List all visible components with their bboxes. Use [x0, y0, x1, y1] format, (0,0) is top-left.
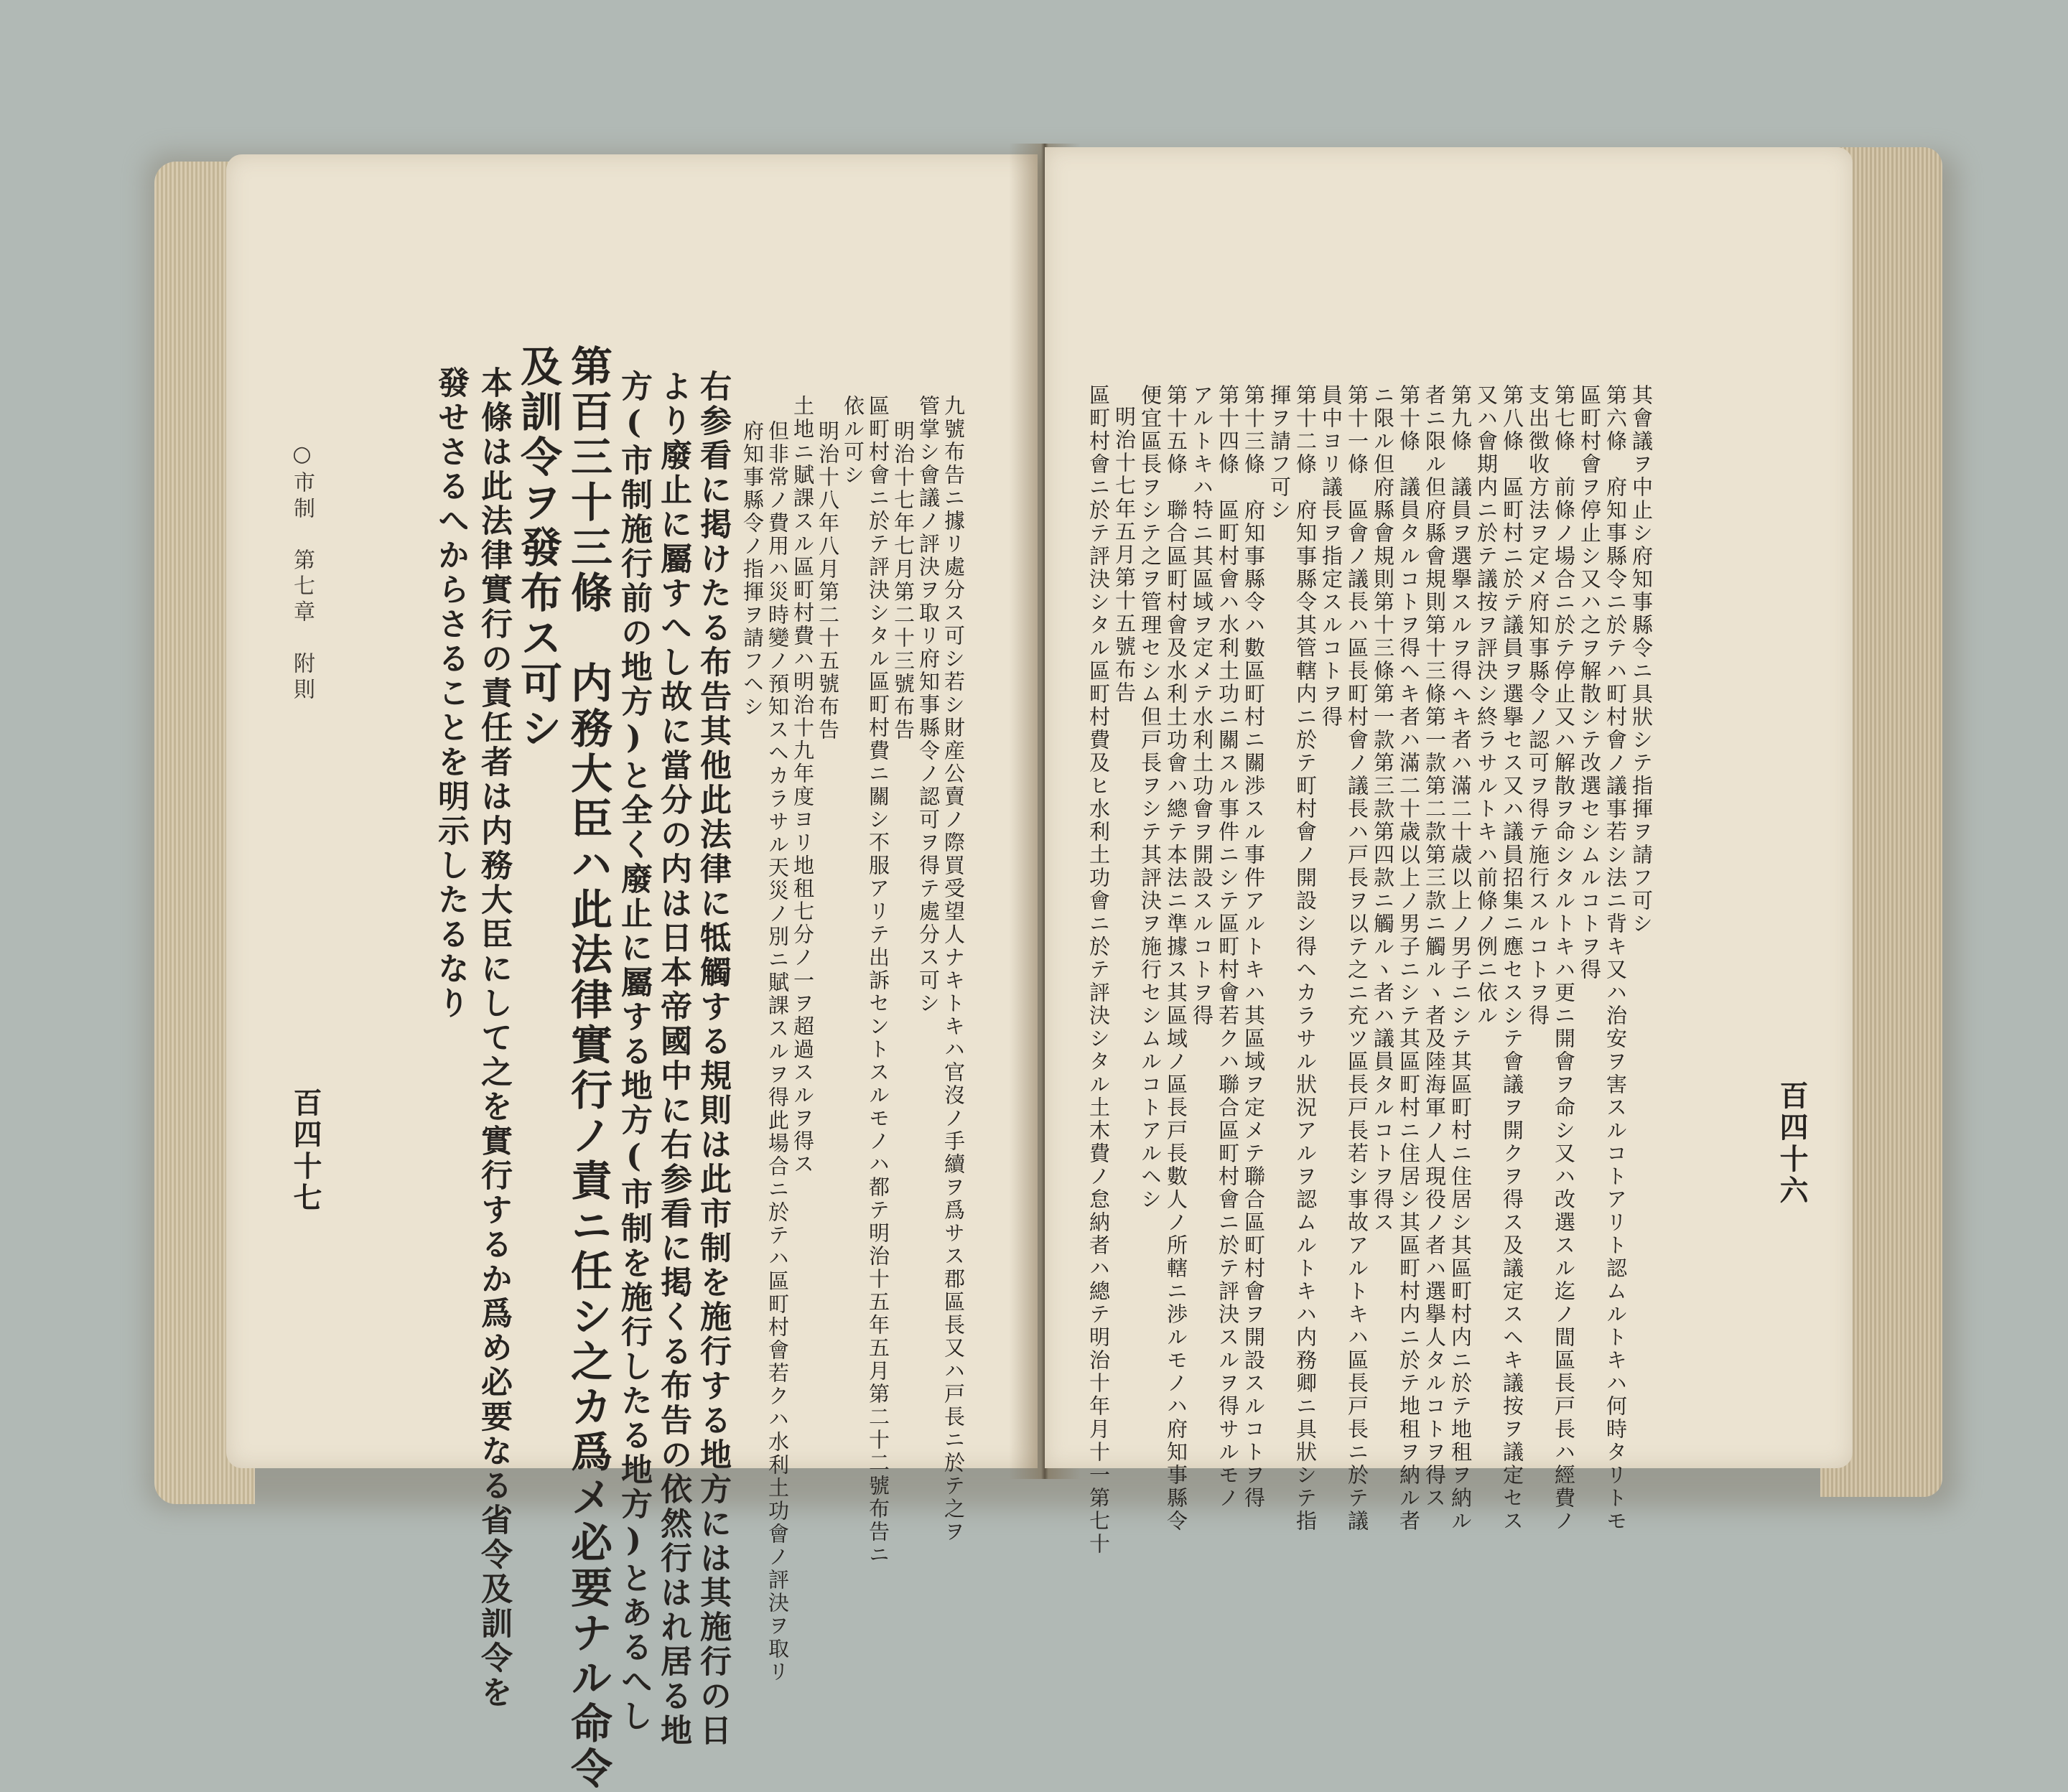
article-column: 及訓令ヲ發布ス可シ	[513, 345, 562, 752]
text-column: 土地ニ賦課スル區町村費ハ明治十九年度ヨリ地租七分ノ一ヲ超過スルヲ得ス	[791, 395, 815, 1176]
left-page	[226, 154, 1038, 1792]
text-column: 第十五條 聯合區町村會及水利土功會ハ總テ本法ニ準據ス其區域ノ區長戸長數人ノ所轄ニ渉ルモノハ府知事縣令	[1164, 384, 1188, 1533]
text-column: 第七條 前條ノ場合ニ於テ停止又ハ解散ヲ命シタルトキハ更ニ開會ヲ命シ又ハ改選スル迄ノ間區長戸長ハ經費ノ	[1552, 384, 1576, 1533]
text-column: 揮ヲ請フ可シ	[1267, 384, 1292, 522]
text-column: 明治十八年八月第二十五號布告	[816, 420, 840, 742]
text-column: 第六條 府知事縣令ニ於テハ町村會ノ議事若シ法ニ背キ又ハ治安ヲ害スルコトアリト認ムルトキハ何時タリトモ	[1603, 384, 1628, 1533]
text-column: 明治十七年七月第二十三號布告	[891, 420, 916, 742]
article-heading: 第百三十三條 内務大臣ハ此法律實行ノ責ニ任シ之カ爲メ必要ナル命令	[564, 345, 613, 1792]
text-column: 其會議ヲ中止シ府知事縣令ニ具狀シテ指揮ヲ請フ可シ	[1629, 384, 1654, 935]
text-column: 便宜區長ヲシテ之ヲ管理セシム但戸長ヲシテ其評決ヲ施行セシムルコトアルヘシ	[1138, 384, 1163, 1211]
text-column: 支出徴收方法ヲ定メ府知事縣令ノ認可ヲ得テ施行スルコトヲ得	[1526, 384, 1550, 1027]
text-column: 第九條 議員ヲ選擧スルヲ得ヘキ者ハ滿二十歳以上ノ男子ニシテ其區町村ニ住居シ其區町村内ニ於テ地租ヲ納ル	[1448, 384, 1473, 1533]
text-column: 第十二條 府知事縣令其管轄内ニ於テ町村會ノ開設シ得ヘカラサル狀況アルヲ認ムルトキハ内務卿ニ具狀シテ指	[1293, 384, 1318, 1533]
text-column: 管掌シ會議ノ評決ヲ取リ府知事縣令ノ認可ヲ得テ處分ス可シ	[916, 395, 941, 1015]
page-number-left: 百四十七	[289, 1088, 322, 1214]
text-column: 第十一條 區會ノ議長ハ區長町村會ノ議長ハ戸長ヲ以テ之ニ充ツ區長戸長若シ事故アルトキハ區長戸長ニ於テ議	[1345, 384, 1369, 1533]
text-column: 明治十七年五月第十五號布告	[1112, 406, 1137, 704]
commentary-column: より廢止に屬すへし故に當分の内は日本帝國中に右参看に掲くる布告の依然行はれ居る地	[655, 370, 691, 1748]
text-column: 區町村會ヲ停止シ又ハ之ヲ解散シテ改選セシムルコトヲ得	[1578, 384, 1602, 981]
text-column: 第十三條 府知事縣令ハ數區町村ニ關渉スル事件アルトキハ其區域ヲ定メテ聯合區町村會ヲ開設スルコトヲ得	[1242, 384, 1266, 1510]
text-column: 區町村會ニ於テ評決シタル區町村費及ヒ水利土功會ニ於テ評決シタル土木費ノ怠納者ハ總テ明治十年月十一第七十	[1086, 384, 1111, 1556]
text-column: 第十四條 區町村會ハ水利土功ニ關スル事件ニシテ區町村會若クハ聯合區町村會ニ於テ評決スルヲ得サルモノ	[1216, 384, 1240, 1510]
page-number-right: 百四十六	[1775, 1081, 1809, 1207]
closing-column: 發せさるへからさることを明示したるなり	[432, 366, 469, 1021]
text-column: 第八條 區町村ニ於テ議員ヲ選擧セス又ハ議員招集ニ應セスシテ會議ヲ開クヲ得ス及議定スヘキ議按ヲ議定セス	[1500, 384, 1524, 1533]
text-column: 又ハ會期内ニ於テ議按ヲ評決シ終ラサルトキハ前條ノ例ニ依ル	[1474, 384, 1499, 1027]
text-column: 區町村會ニ於テ評決シタル區町村費ニ關シ不服アリテ出訴セントスルモノハ都テ明治十五年五月第二十二號布告ニ	[866, 395, 890, 1567]
right-page	[1045, 147, 1853, 1556]
commentary-column: 右参看に掲けたる布告其他此法律に牴觸する規則は此市制を施行する地方には其施行の日	[694, 370, 731, 1748]
text-column: 者ニ限ル但府縣會規則第十三條第一款第二款第三款ニ觸ルヽ者及陸海軍ノ人現役ノ者ハ選擧人タルコトヲ得ス	[1422, 384, 1447, 1510]
text-column: 但非常ノ費用ハ災時變ノ預知スヘカラサル天災ノ別ニ賦課スルヲ得此場合ニ於テハ區町村會若クハ水利土功會ノ評決ヲ取リ	[765, 420, 790, 1684]
text-column: アルトキハ特ニ其區域ヲ定メテ水利土功會ヲ開設スルコトヲ得	[1190, 384, 1214, 1027]
text-column: 第十條 議員タルコトヲ得ヘキ者ハ滿二十歳以上ノ男子ニシテ其區町村ニ住居シ其區町村内ニ於テ地租ヲ納ル者	[1397, 384, 1421, 1533]
text-column: 員中ヨリ議長ヲ指定スルコトヲ得	[1319, 384, 1343, 729]
text-column: ニ限ル但府縣會規則第十三條第一款第三款第四款ニ觸ルヽ者ハ議員タルコトヲ得ス	[1371, 384, 1395, 1234]
text-column: 府知事縣令ノ指揮ヲ請フヘシ	[740, 420, 765, 719]
running-head: ○市制 第七章 附則	[289, 442, 315, 704]
commentary-column: 方(市制施行前の地方)と全く廢止に屬する地方(市制を施行したる地方)とあるへし	[615, 370, 652, 1734]
text-column: 九號布告ニ據リ處分ス可シ若シ財産公賣ノ際買受望人ナキトキハ官沒ノ手續ヲ爲サス郡區長又ハ戸長ニ於テ之ヲ	[941, 395, 966, 1544]
closing-column: 本條は此法律實行の責任者は内務大臣にして之を實行するか爲め必要なる省令及訓令を	[475, 366, 512, 1710]
text-column: 依ル可シ	[841, 395, 865, 487]
